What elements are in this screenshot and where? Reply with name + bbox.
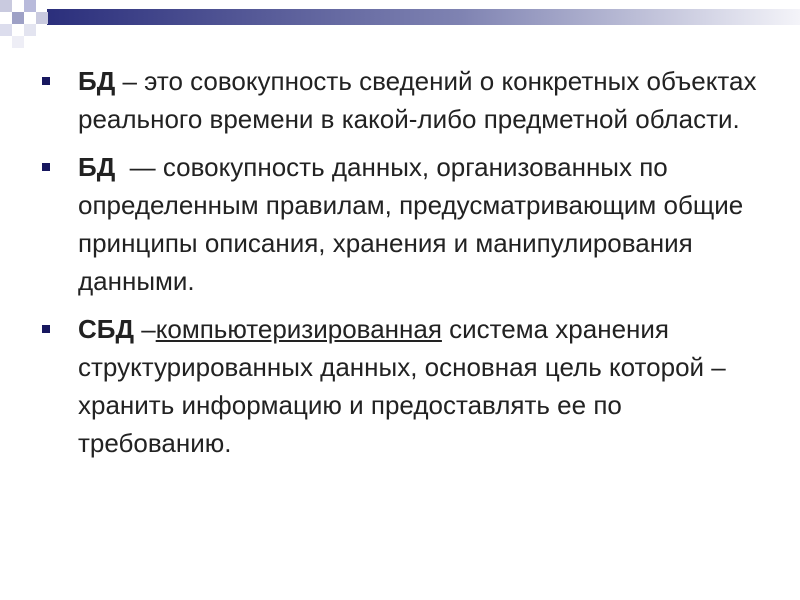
- decor-square-5: [0, 24, 12, 36]
- term-label: БД: [78, 152, 116, 182]
- decor-square-7: [24, 24, 36, 36]
- bullet-item-dbms-definition: [42, 310, 782, 462]
- bullet-item-db-definition-2: [42, 148, 782, 300]
- underlined-term-link[interactable]: компьютеризированная: [155, 314, 442, 344]
- bullet-list: [42, 62, 782, 472]
- definition-text: — совокупность данных, организованных по определенным правилам, предусматривающим общие принципы описания, хранения и манипулирования данными.: [78, 152, 751, 296]
- definition-text: – это совокупность сведений о конкретных объектах реального времени в какой-либо предметной области.: [78, 66, 757, 134]
- decor-square-1: [0, 0, 12, 12]
- square-bullet-icon: [42, 325, 50, 333]
- decor-square-6: [12, 36, 24, 48]
- decor-square-4: [36, 12, 48, 24]
- decor-square-3: [24, 0, 36, 12]
- decor-square-2: [12, 12, 24, 24]
- term-label: БД: [78, 66, 116, 96]
- square-bullet-icon: [42, 163, 50, 171]
- definition-dash: –: [134, 314, 156, 344]
- header-gradient-strip: [47, 9, 800, 25]
- definition-text: система хранения структурированных данных, основная цель которой – хранить информацию и предоставлять ее по требованию.: [78, 314, 726, 458]
- term-label: СБД: [78, 314, 134, 344]
- square-bullet-icon: [42, 77, 50, 85]
- decorative-header-band: [0, 0, 800, 50]
- bullet-item-db-definition-1: [42, 62, 782, 138]
